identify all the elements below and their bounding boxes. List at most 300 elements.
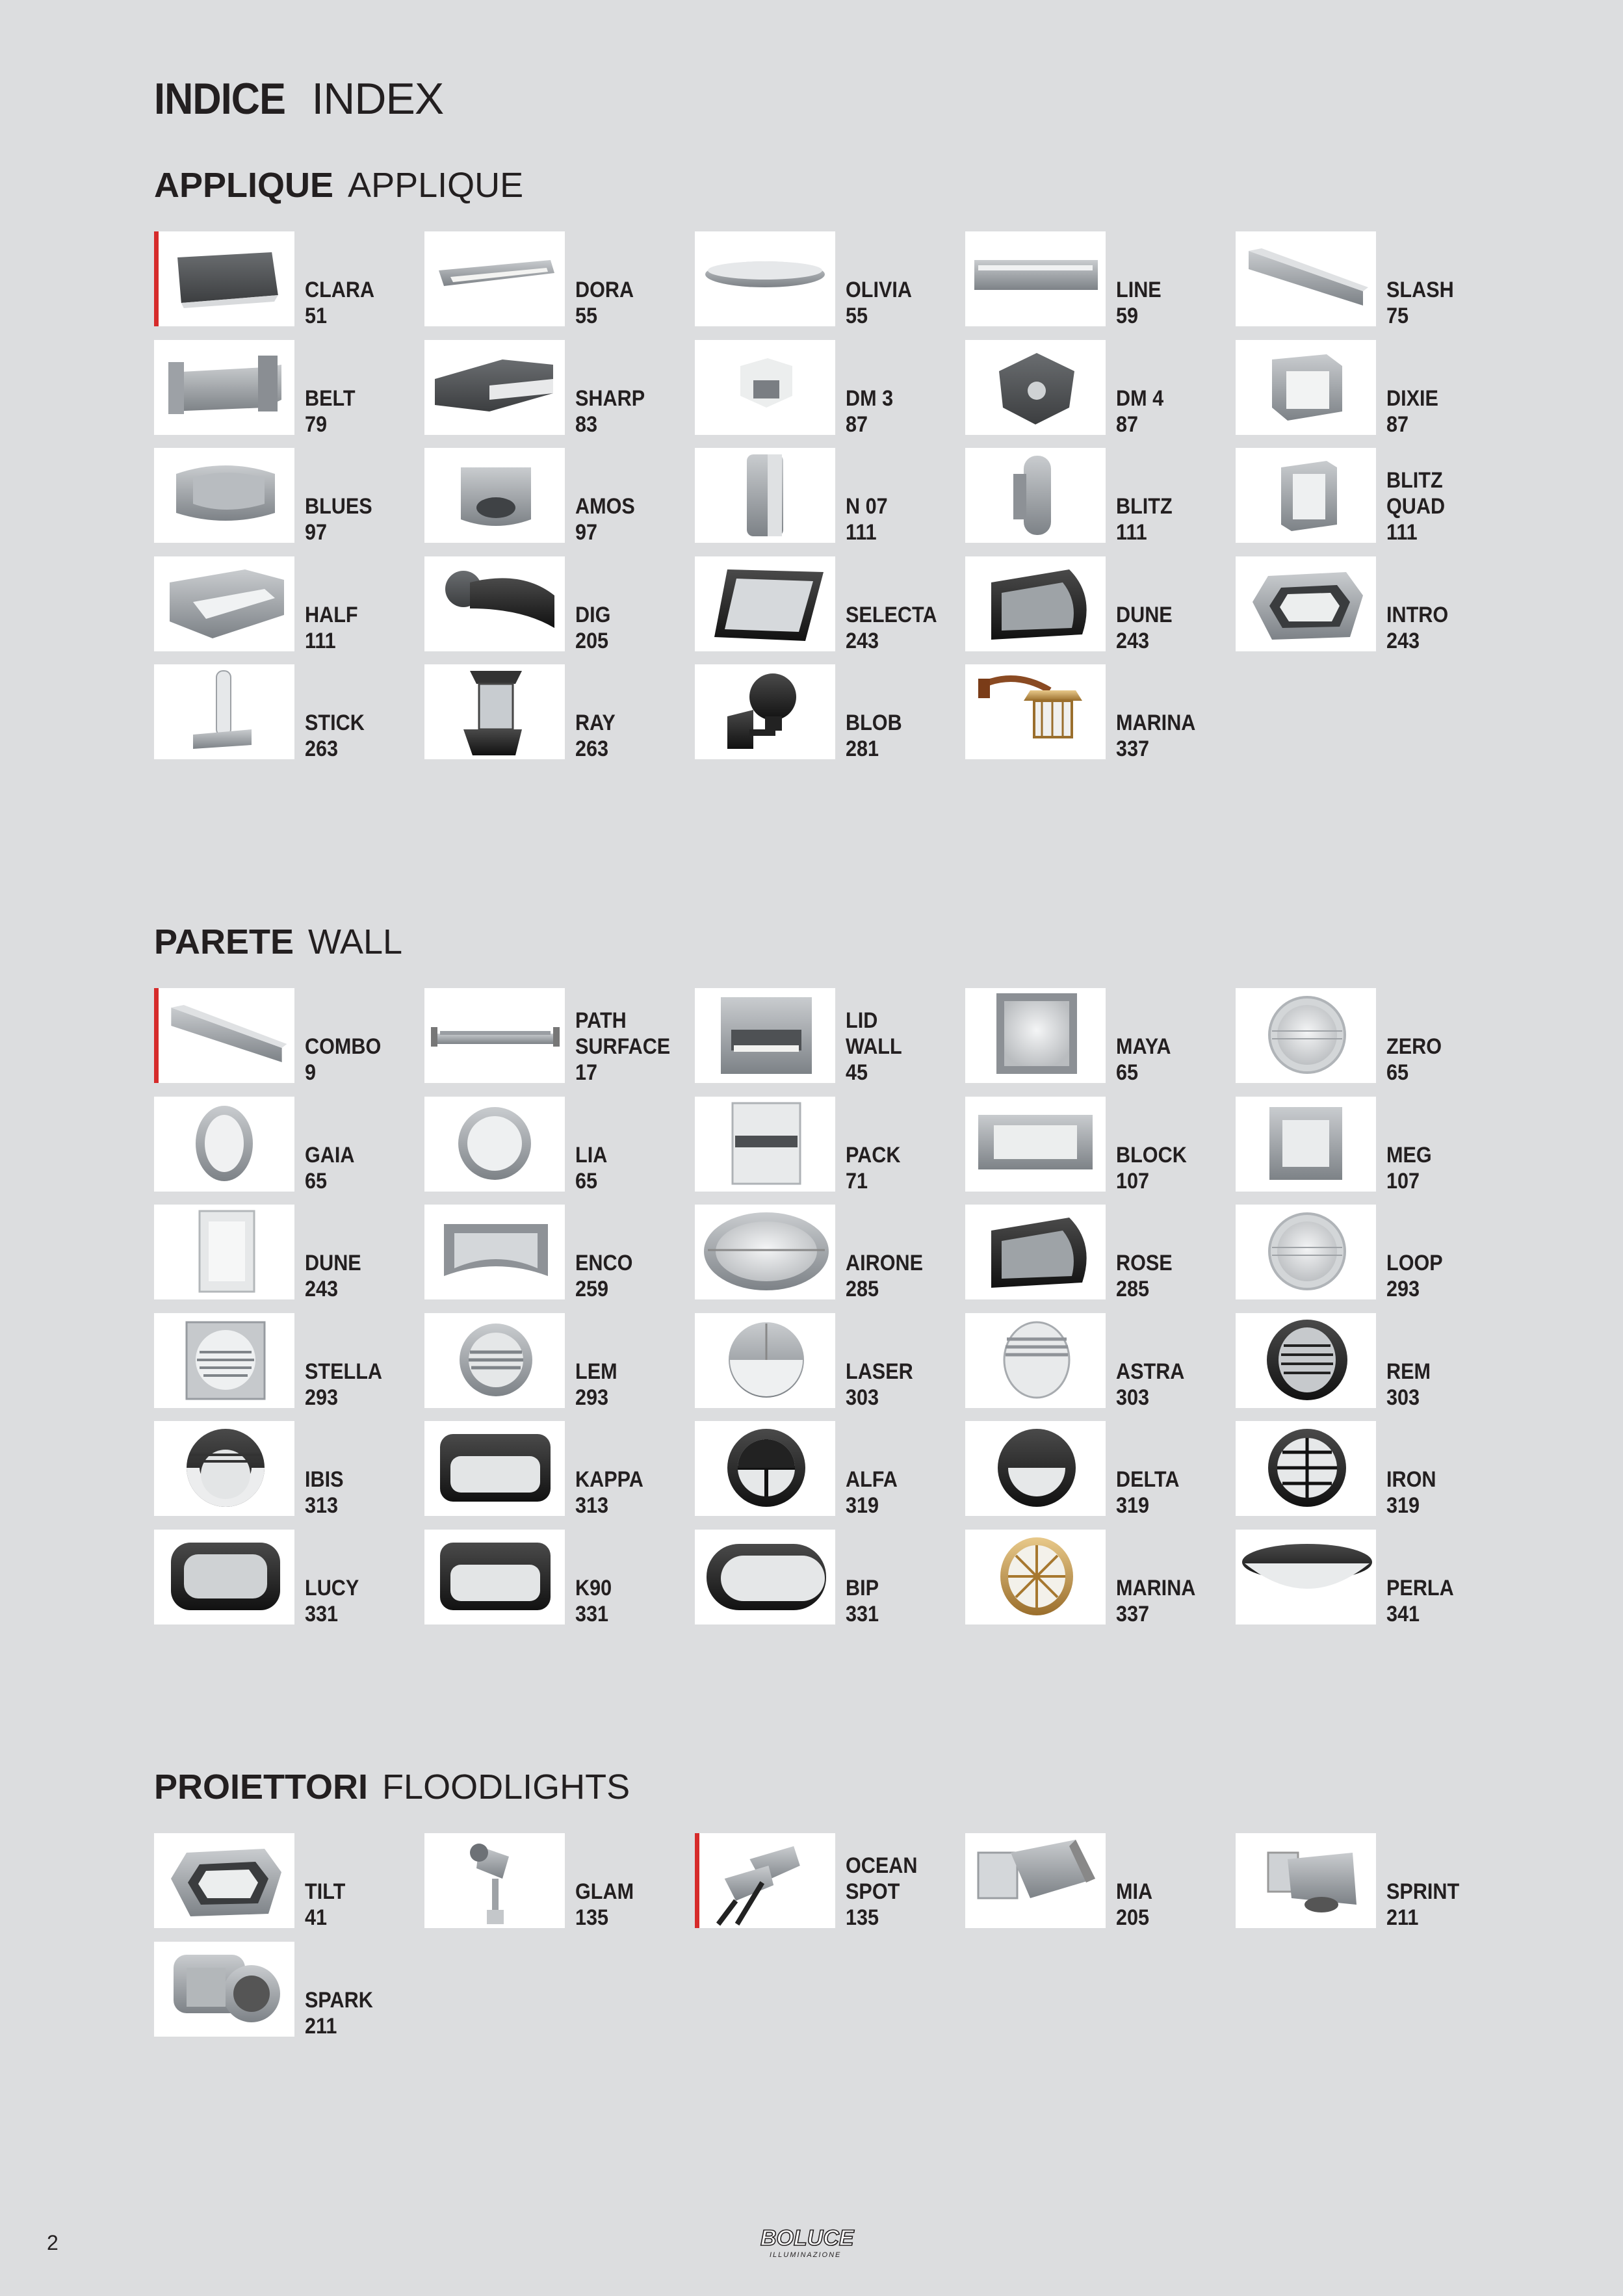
oval-disc-icon [695,231,835,326]
product-item[interactable] [424,1097,695,1192]
product-thumbnail[interactable] [154,664,294,759]
louvre-square-icon [154,1313,294,1408]
dark-panel-icon [965,556,1106,651]
product-label [575,277,634,329]
black-rect-icon [424,1530,565,1624]
product-page: 211 [305,2013,337,2039]
product-thumbnail[interactable] [965,340,1106,435]
product-item[interactable] [154,664,424,759]
product-name: GLAM [575,1879,634,1904]
logo-text: BOLUCE [760,2226,854,2250]
dark-panel-icon [965,1205,1106,1299]
product-item[interactable] [695,1530,965,1624]
product-item[interactable] [1236,1421,1506,1516]
product-thumbnail[interactable] [695,988,835,1083]
product-page: 17 [575,1060,598,1085]
product-name: DIG [575,602,611,627]
product-item[interactable] [424,556,695,651]
product-item[interactable] [424,340,695,435]
product-item[interactable] [154,340,424,435]
product-label [575,1008,670,1086]
product-name: OLIVIA [846,278,913,302]
product-item[interactable] [154,1833,424,1928]
product-item[interactable] [695,1421,965,1516]
product-label [305,1575,359,1627]
section-title-light: WALL [308,922,403,961]
product-page: 45 [846,1060,868,1085]
product-page: 87 [1116,411,1139,437]
product-thumbnail[interactable] [965,1530,1106,1624]
round-glass-icon [1236,988,1376,1083]
product-page: 111 [305,628,336,653]
product-label [846,1467,898,1519]
product-item[interactable] [424,231,695,326]
product-name: IRON [1386,1467,1436,1492]
section-title-applique [154,168,523,203]
product-item[interactable] [1236,556,1506,651]
product-name: MARINA [1116,711,1196,735]
wedge-icon [1236,231,1376,326]
product-label [1116,277,1162,329]
product-item[interactable] [965,988,1236,1083]
product-thumbnail[interactable] [424,1530,565,1624]
product-label [305,602,358,654]
product-page: 319 [1116,1493,1150,1518]
recessed-step-icon [695,988,835,1083]
cube-small-icon [695,340,835,435]
product-page: 111 [846,520,877,545]
product-thumbnail[interactable] [1236,1313,1376,1408]
product-label [1116,1142,1187,1194]
slanted-panel-icon [695,556,835,651]
cube-dark-icon [965,340,1106,435]
half-box-icon [154,556,294,651]
product-thumbnail[interactable] [424,448,565,543]
cube-light-icon [1236,340,1376,435]
product-name: BLUES [305,494,372,519]
product-label [575,710,616,762]
product-label [1116,385,1163,437]
product-thumbnail[interactable] [1236,988,1376,1083]
product-page: 107 [1386,1168,1420,1194]
product-thumbnail[interactable] [1236,340,1376,435]
product-label [846,493,888,545]
product-page: 211 [1386,1905,1419,1930]
product-page: 111 [1116,520,1147,545]
product-label [1386,1250,1443,1302]
product-item[interactable] [424,1421,695,1516]
product-item[interactable] [1236,988,1506,1083]
product-page: 107 [1116,1168,1150,1194]
product-label [1386,277,1454,329]
tall-slim-icon [695,448,835,543]
product-label [575,1467,643,1519]
product-name: KAPPA [575,1467,643,1492]
recessed-box-icon [154,1833,294,1928]
product-label [1116,1359,1184,1411]
product-item[interactable] [965,1097,1236,1192]
product-page: 87 [1386,411,1409,437]
product-item[interactable] [965,1421,1236,1516]
product-thumbnail[interactable] [1236,1530,1376,1624]
product-name: BLITZ QUAD [1386,468,1446,519]
round-ring-icon [424,1097,565,1192]
product-item[interactable] [965,1313,1236,1408]
louvre-round-icon [424,1313,565,1408]
product-item[interactable] [154,231,424,326]
product-item[interactable] [965,231,1236,326]
belt-icon [154,340,294,435]
product-item[interactable] [1236,1833,1506,1928]
product-thumbnail[interactable] [424,231,565,326]
product-thumbnail[interactable] [1236,448,1376,543]
product-thumbnail[interactable] [424,1205,565,1299]
product-thumbnail[interactable] [965,664,1106,759]
product-thumbnail[interactable] [154,1421,294,1516]
half-moon-icon [424,1205,565,1299]
product-thumbnail[interactable] [154,988,294,1083]
product-thumbnail[interactable] [154,1833,294,1928]
product-item[interactable] [965,340,1236,435]
product-page: 331 [846,1601,879,1626]
black-rect-icon [424,1421,565,1516]
tall-rect-icon [154,1205,294,1299]
twin-spot-icon [699,1833,835,1928]
product-name: HALF [305,602,358,627]
product-name: SHARP [575,385,645,411]
product-name: ASTRA [1116,1359,1185,1384]
product-thumbnail[interactable] [695,1421,835,1516]
bracket-spot-icon [965,1833,1106,1928]
product-thumbnail[interactable] [695,1097,835,1192]
long-bar-icon [965,231,1106,326]
product-thumbnail[interactable] [695,1313,835,1408]
marine-lamp-icon [965,664,1106,759]
product-label [846,1008,902,1086]
product-thumbnail[interactable] [154,1530,294,1624]
product-item[interactable] [695,1097,965,1192]
product-label [1386,1575,1454,1627]
rect-window-icon [965,1097,1106,1192]
product-item[interactable] [154,1205,424,1299]
product-item[interactable] [695,988,965,1083]
product-page: 319 [846,1493,879,1518]
product-label [305,385,356,437]
product-name: AMOS [575,494,635,519]
product-thumbnail[interactable] [695,556,835,651]
product-label [846,1250,923,1302]
product-item[interactable] [695,340,965,435]
product-page: 243 [1116,628,1150,653]
product-label [1116,1575,1195,1627]
product-page: 65 [1116,1060,1139,1085]
product-label [575,1575,612,1627]
product-name: LUCY [305,1575,359,1600]
lantern-icon [424,664,565,759]
product-label [1116,1034,1171,1086]
product-thumbnail[interactable] [695,1205,835,1299]
product-thumbnail[interactable] [965,556,1106,651]
product-page: 87 [846,411,868,437]
rounded-box-icon [154,448,294,543]
product-thumbnail[interactable] [695,340,835,435]
product-page: 303 [1116,1385,1150,1410]
page-title-bold: INDICE [154,74,286,124]
product-page: 331 [305,1601,339,1626]
product-name: TILT [305,1879,346,1904]
product-item[interactable] [154,988,424,1083]
product-label [846,385,893,437]
wedge-icon [159,988,294,1083]
logo-sub: ILLUMINAZIONE [770,2251,842,2259]
product-name: ZERO [1386,1034,1442,1059]
product-page: 293 [1386,1277,1420,1301]
product-name: LINE [1116,278,1162,302]
page-title [154,74,444,124]
product-page: 293 [575,1385,609,1410]
product-item[interactable] [1236,340,1506,435]
section-title-floodlights [154,1769,630,1805]
section-title-bold: PARETE [154,922,294,961]
product-name: STICK [305,711,365,735]
product-name: MEG [1386,1142,1432,1168]
black-cushion-icon [154,1530,294,1624]
section-title-light: FLOODLIGHTS [382,1768,630,1807]
section-title-bold: PROIETTORI [154,1768,369,1807]
product-item[interactable] [424,988,695,1083]
product-item[interactable] [965,1530,1236,1624]
product-label [305,1034,381,1086]
product-thumbnail[interactable] [965,988,1106,1083]
product-thumbnail[interactable] [1236,1421,1376,1516]
product-name: ENCO [575,1251,633,1275]
product-item[interactable] [154,1097,424,1192]
product-label [846,1853,918,1931]
product-page: 205 [575,628,609,653]
product-label [1116,1879,1152,1931]
product-thumbnail[interactable] [695,448,835,543]
product-name: DM 4 [1116,385,1164,411]
product-thumbnail[interactable] [154,1097,294,1192]
square-window-icon [1236,1097,1376,1192]
product-page: 41 [305,1905,328,1930]
product-label [575,493,635,545]
product-label [575,1142,607,1194]
product-item[interactable] [965,448,1236,543]
product-page: 263 [575,737,609,761]
product-thumbnail[interactable] [154,1313,294,1408]
product-item[interactable] [695,231,965,326]
product-item[interactable] [1236,1205,1506,1299]
product-item[interactable] [424,664,695,759]
product-thumbnail[interactable] [154,231,294,326]
product-thumbnail[interactable] [695,231,835,326]
product-thumbnail[interactable] [424,1421,565,1516]
product-thumbnail[interactable] [154,1942,294,2037]
product-thumbnail[interactable] [154,1205,294,1299]
product-item[interactable] [1236,448,1506,543]
product-item[interactable] [424,1530,695,1624]
product-page: 337 [1116,1601,1150,1626]
product-thumbnail[interactable] [965,1313,1106,1408]
product-name: GAIA [305,1142,355,1168]
big-oval-icon [695,1205,835,1299]
product-item[interactable] [695,1313,965,1408]
product-thumbnail[interactable] [424,988,565,1083]
product-page: 65 [575,1168,598,1194]
product-name: DORA [575,278,634,302]
product-name: RAY [575,711,616,735]
product-thumbnail[interactable] [1236,231,1376,326]
oval-ring-icon [154,1097,294,1192]
product-item[interactable] [965,664,1236,759]
globe-arm-icon [695,664,835,759]
square-up-icon [1236,448,1376,543]
product-name: LIA [575,1142,608,1168]
product-item[interactable] [1236,1097,1506,1192]
product-thumbnail[interactable] [1236,1097,1376,1192]
product-thumbnail[interactable] [1236,1833,1376,1928]
product-item[interactable] [1236,231,1506,326]
product-thumbnail[interactable] [424,556,565,651]
product-thumbnail[interactable] [965,1421,1106,1516]
flat-bar-icon [424,231,565,326]
product-label [1386,1034,1442,1086]
product-thumbnail[interactable] [424,1097,565,1192]
product-thumbnail[interactable] [424,1313,565,1408]
brass-cage-icon [965,1530,1106,1624]
product-item[interactable] [695,1833,965,1928]
product-name: MIA [1116,1879,1153,1904]
cylinder-spot-icon [1236,1833,1376,1928]
product-item[interactable] [965,1205,1236,1299]
product-thumbnail[interactable] [695,664,835,759]
product-thumbnail[interactable] [424,664,565,759]
product-item[interactable] [695,556,965,651]
sharp-icon [424,340,565,435]
product-thumbnail[interactable] [424,1833,565,1928]
box-wall-icon [159,231,294,326]
product-label [1386,467,1445,545]
product-page: 51 [305,304,328,328]
product-thumbnail[interactable] [154,340,294,435]
product-label [1116,1250,1173,1302]
stick-icon [154,664,294,759]
product-item[interactable] [154,556,424,651]
product-item[interactable] [154,1942,424,2037]
page-title-light: INDEX [311,74,444,124]
product-page: 71 [846,1168,868,1194]
product-name: COMBO [305,1034,382,1059]
spike-spot-icon [424,1833,565,1928]
product-thumbnail[interactable] [965,448,1106,543]
product-thumbnail[interactable] [424,340,565,435]
product-label [305,1250,361,1302]
product-label [305,710,365,762]
product-thumbnail[interactable] [965,1205,1106,1299]
product-name: AIRONE [846,1251,924,1275]
product-page: 313 [575,1493,609,1518]
product-page: 281 [846,737,879,761]
product-item[interactable] [154,448,424,543]
product-thumbnail[interactable] [965,1833,1106,1928]
product-thumbnail[interactable] [695,1833,835,1928]
product-item[interactable] [695,664,965,759]
product-thumbnail[interactable] [154,448,294,543]
section-title-bold: APPLIQUE [154,166,334,205]
product-label [305,1467,344,1519]
product-name: BIP [846,1575,879,1600]
product-label [846,1359,913,1411]
product-name: SLASH [1386,278,1454,302]
product-item[interactable] [154,1530,424,1624]
product-name: STELLA [305,1359,382,1384]
product-thumbnail[interactable] [965,1097,1106,1192]
boluce-logo [754,2223,871,2261]
product-page: 243 [846,628,879,653]
product-item[interactable] [154,1421,424,1516]
product-item[interactable] [154,1313,424,1408]
product-page: 285 [846,1277,879,1301]
product-name: SPRINT [1386,1879,1460,1904]
product-page: 65 [305,1168,328,1194]
product-label [575,1879,634,1931]
product-page: 79 [305,411,328,437]
double-spot-icon [154,1942,294,2037]
product-label [305,1879,345,1931]
product-name: SELECTA [846,602,937,627]
curved-arm-icon [424,556,565,651]
product-item[interactable] [695,1205,965,1299]
page-number: 2 [47,2231,58,2254]
product-page: 337 [1116,737,1150,761]
product-item[interactable] [965,556,1236,651]
product-item[interactable] [424,1833,695,1928]
product-item[interactable] [424,448,695,543]
product-thumbnail[interactable] [1236,1205,1376,1299]
product-page: 341 [1386,1601,1420,1626]
product-page: 331 [575,1601,609,1626]
product-thumbnail[interactable] [965,231,1106,326]
product-page: 285 [1116,1277,1150,1301]
product-thumbnail[interactable] [1236,556,1376,651]
product-name: DUNE [305,1251,361,1275]
ceiling-dome-icon [1236,1530,1376,1624]
product-item[interactable] [424,1205,695,1299]
product-item[interactable] [695,448,965,543]
product-item[interactable] [1236,1530,1506,1624]
product-page: 303 [846,1385,879,1410]
product-thumbnail[interactable] [695,1530,835,1624]
product-name: K90 [575,1575,612,1600]
black-grid-oval-icon [1236,1313,1376,1408]
product-name: CLARA [305,278,375,302]
product-name: PATH SURFACE [575,1008,671,1059]
product-item[interactable] [965,1833,1236,1928]
square-slot-icon [695,1097,835,1192]
product-item[interactable] [424,1313,695,1408]
product-label [846,710,902,762]
product-page: 55 [575,304,598,328]
half-shield-icon [695,1313,835,1408]
product-thumbnail[interactable] [154,556,294,651]
product-name: DELTA [1116,1467,1180,1492]
black-cross-icon [695,1421,835,1516]
product-item[interactable] [1236,1313,1506,1408]
product-name: DM 3 [846,385,894,411]
product-page: 59 [1116,304,1139,328]
product-label [846,1575,879,1627]
